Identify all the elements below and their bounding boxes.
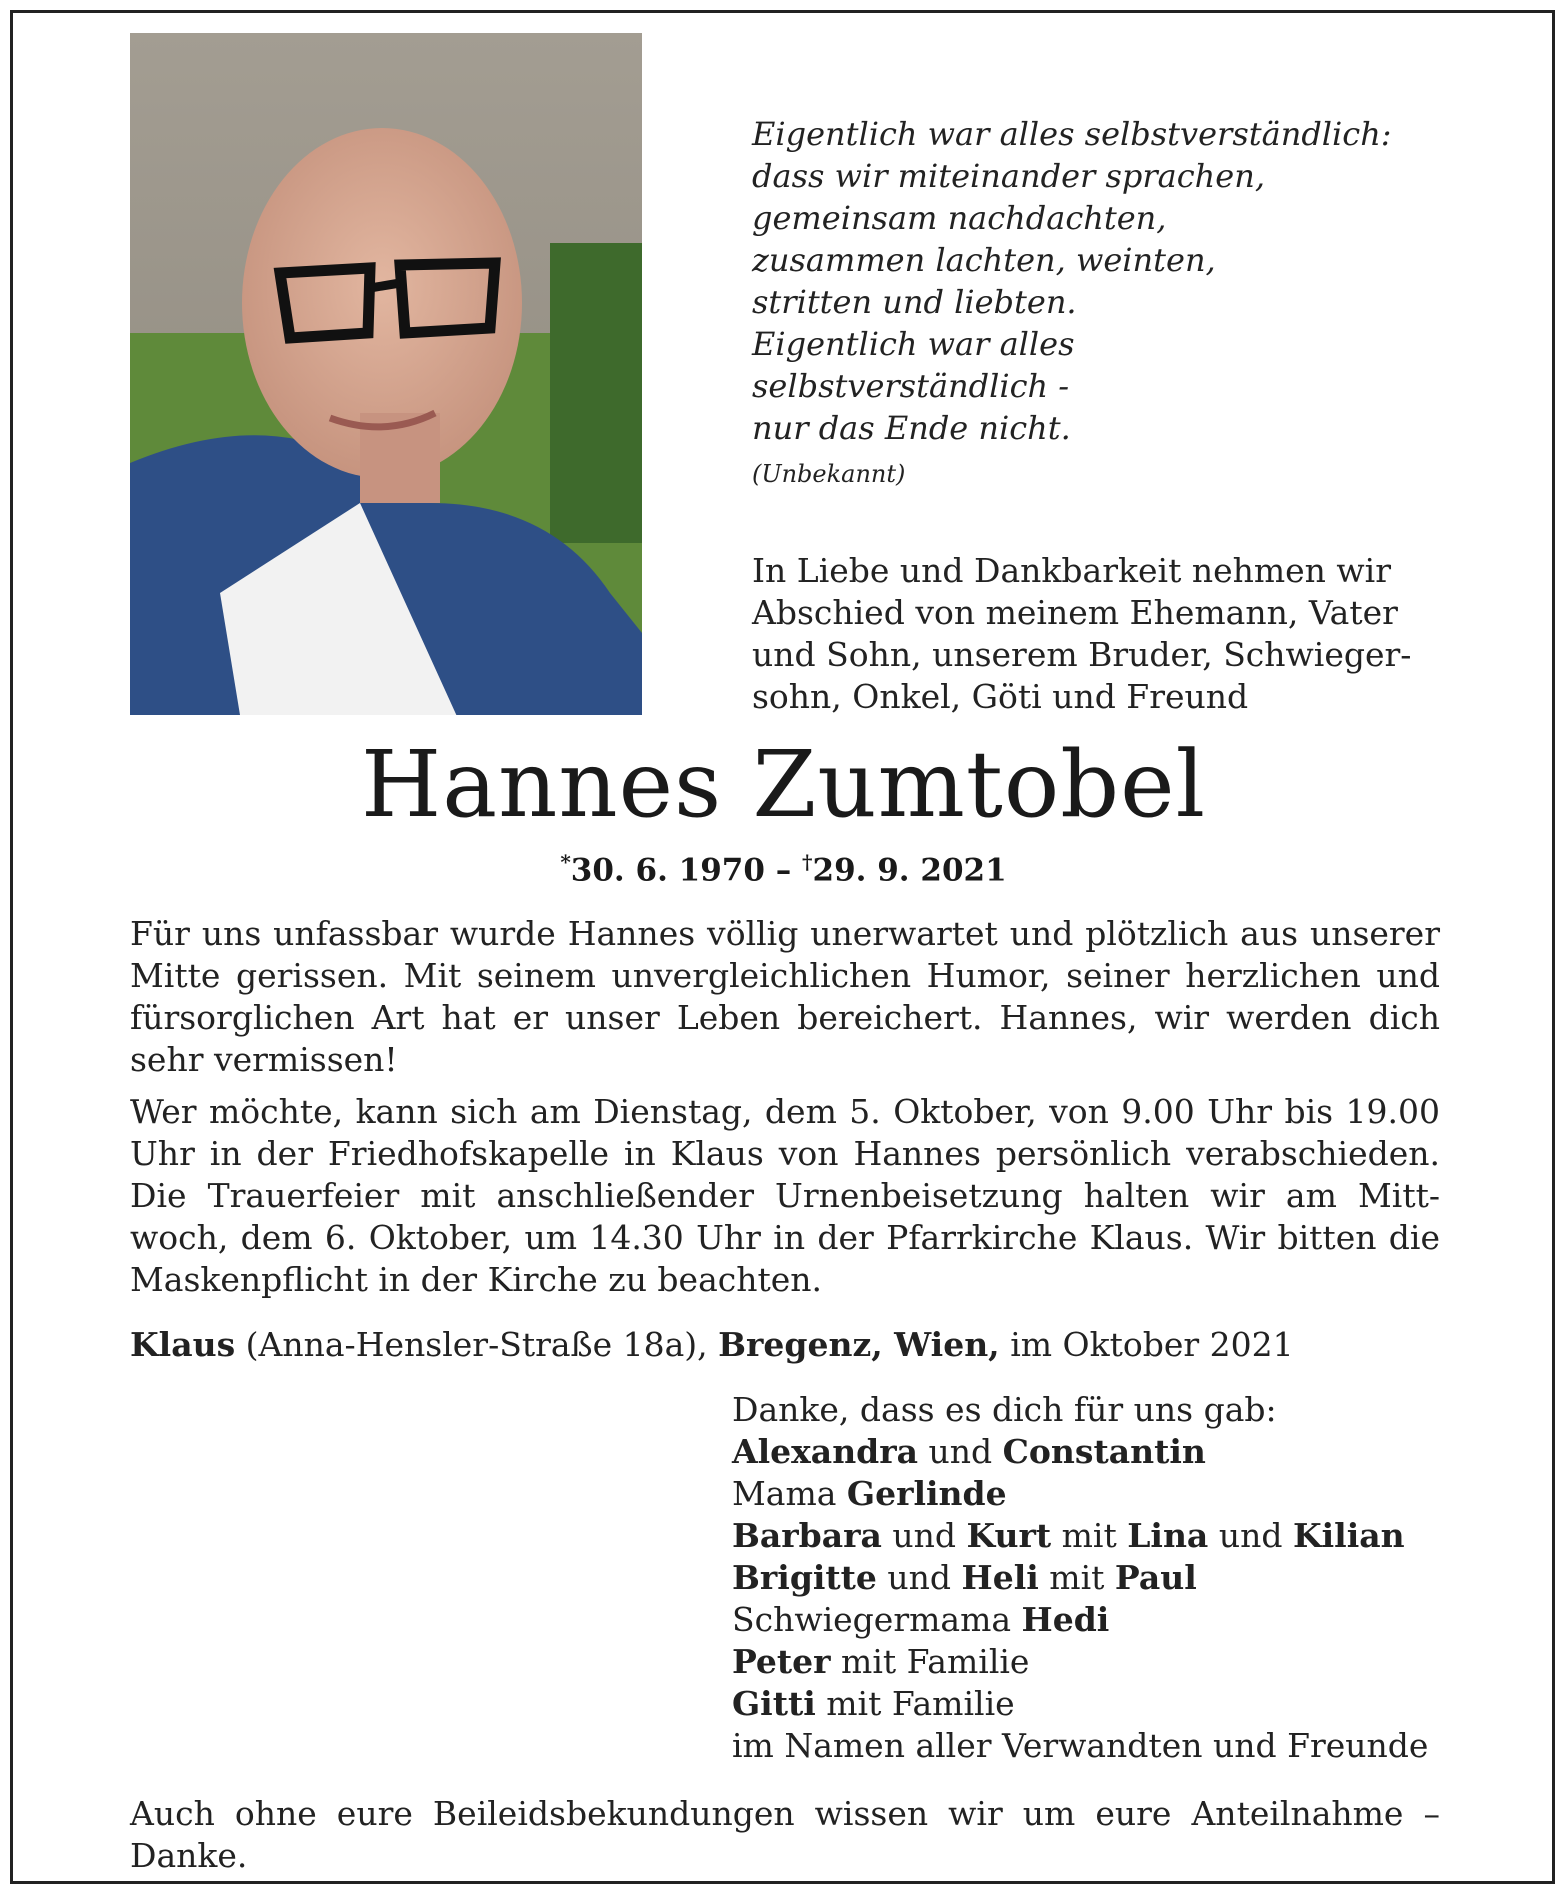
signer-connector: und — [881, 1516, 967, 1555]
date-separator: – — [775, 852, 792, 889]
signer-line — [732, 1515, 1428, 1557]
closing-text — [130, 1793, 1440, 1877]
poem-line: Eigentlich war alles selbstverständlich: — [752, 115, 1392, 153]
tribute-paragraph — [130, 913, 1440, 1081]
signer-name: Gitti — [732, 1684, 816, 1723]
poem-source: (Unbekannt) — [752, 460, 906, 488]
signer-line — [732, 1599, 1428, 1641]
signer-line — [732, 1473, 1428, 1515]
intro-line: sohn, Onkel, Göti und Freund — [752, 677, 1249, 716]
portrait-photo — [130, 33, 642, 715]
signers-heading: Danke, dass es dich für uns gab: — [732, 1390, 1277, 1429]
poem-line: gemeinsam nachdachten, — [752, 199, 1167, 237]
signer-name: Peter — [732, 1642, 831, 1681]
life-dates — [0, 850, 1567, 888]
poem-line: dass wir miteinander sprachen, — [752, 157, 1265, 195]
place-cities: Bregenz, Wien, — [718, 1325, 1000, 1364]
signer-connector: im Namen aller Verwandten und Freunde — [732, 1726, 1429, 1765]
birth-symbol: * — [560, 850, 571, 874]
poem-line: nur das Ende nicht. — [752, 409, 1071, 447]
signer-name: Kurt — [966, 1516, 1052, 1555]
signer-line — [732, 1431, 1428, 1473]
closing-line: Danke. — [130, 1836, 248, 1875]
signer-connector: mit Familie — [815, 1684, 1015, 1723]
paragraph-line: Uhr in der Friedhofskapelle in Klaus von Hannes persönlich verabschieden. — [130, 1134, 1440, 1173]
signer-connector: und — [1208, 1516, 1293, 1555]
birth-date: 30. 6. 1970 — [570, 852, 765, 889]
poem-line: zusammen lachten, weinten, — [752, 241, 1216, 279]
intro-text — [752, 550, 1442, 718]
paragraph-line: sehr vermissen! — [130, 1040, 398, 1079]
poem-line: stritten und liebten. — [752, 283, 1077, 321]
intro-line: Abschied von meinem Ehemann, Vater — [752, 593, 1398, 632]
signer-connector: mit — [1038, 1558, 1115, 1597]
signers-list — [732, 1431, 1428, 1767]
place-and-date — [130, 1325, 1294, 1364]
place-town: Klaus — [130, 1325, 236, 1364]
signer-name: Paul — [1114, 1558, 1197, 1597]
paragraph-line: Die Trauerfeier mit anschließender Urnenbeisetzung halten wir am Mitt- — [130, 1176, 1440, 1215]
signer-line — [732, 1725, 1428, 1767]
paragraph-line: woch, dem 6. Oktober, um 14.30 Uhr in der Pfarrkirche Klaus. Wir bitten die — [130, 1218, 1440, 1257]
signers-block — [732, 1389, 1428, 1767]
intro-line: und Sohn, unserem Bruder, Schwieger- — [752, 635, 1412, 674]
paragraph-line: Für uns unfassbar wurde Hannes völlig unerwartet und plötzlich aus unserer — [130, 914, 1440, 953]
intro-line: In Liebe und Dankbarkeit nehmen wir — [752, 551, 1392, 590]
signer-name: Constantin — [1002, 1432, 1206, 1471]
poem-line: selbstverständlich - — [752, 367, 1070, 405]
signer-name: Barbara — [732, 1516, 882, 1555]
death-symbol: † — [802, 850, 813, 874]
deceased-name: Hannes Zumtobel — [360, 731, 1207, 838]
place-address: (Anna-Hensler-Straße 18a), — [245, 1325, 708, 1364]
signer-connector: und — [876, 1558, 962, 1597]
signer-connector: und — [918, 1432, 1003, 1471]
signer-connector: mit Familie — [830, 1642, 1030, 1681]
death-date: 29. 9. 2021 — [812, 852, 1007, 889]
signer-name: Hedi — [1021, 1600, 1110, 1639]
poem-line: Eigentlich war alles — [752, 325, 1075, 363]
signer-name: Gerlinde — [846, 1474, 1007, 1513]
poem — [752, 113, 1472, 449]
ceremony-paragraph — [130, 1091, 1440, 1301]
signer-connector: Schwiegermama — [732, 1600, 1022, 1639]
signer-name: Lina — [1127, 1516, 1209, 1555]
signer-name: Alexandra — [732, 1432, 919, 1471]
signer-name: Heli — [961, 1558, 1039, 1597]
place-date: im Oktober 2021 — [1010, 1325, 1294, 1364]
signer-line — [732, 1641, 1428, 1683]
signer-name: Kilian — [1292, 1516, 1405, 1555]
paragraph-line: Mitte gerissen. Mit seinem unvergleichlichen Humor, seiner herzlichen und — [130, 956, 1440, 995]
signer-name: Brigitte — [732, 1558, 877, 1597]
paragraph-line: Maskenpflicht in der Kirche zu beachten. — [130, 1260, 823, 1299]
paragraph-line: fürsorglichen Art hat er unser Leben bereichert. Hannes, wir werden dich — [130, 998, 1440, 1037]
closing-line: Auch ohne eure Beileidsbekundungen wissen wir um eure Anteilnahme – — [130, 1794, 1440, 1833]
signer-line — [732, 1683, 1428, 1725]
paragraph-line: Wer möchte, kann sich am Dienstag, dem 5. Oktober, von 9.00 Uhr bis 19.00 — [130, 1092, 1440, 1131]
signer-line — [732, 1557, 1428, 1599]
signer-connector: Mama — [732, 1474, 847, 1513]
signer-connector: mit — [1051, 1516, 1128, 1555]
